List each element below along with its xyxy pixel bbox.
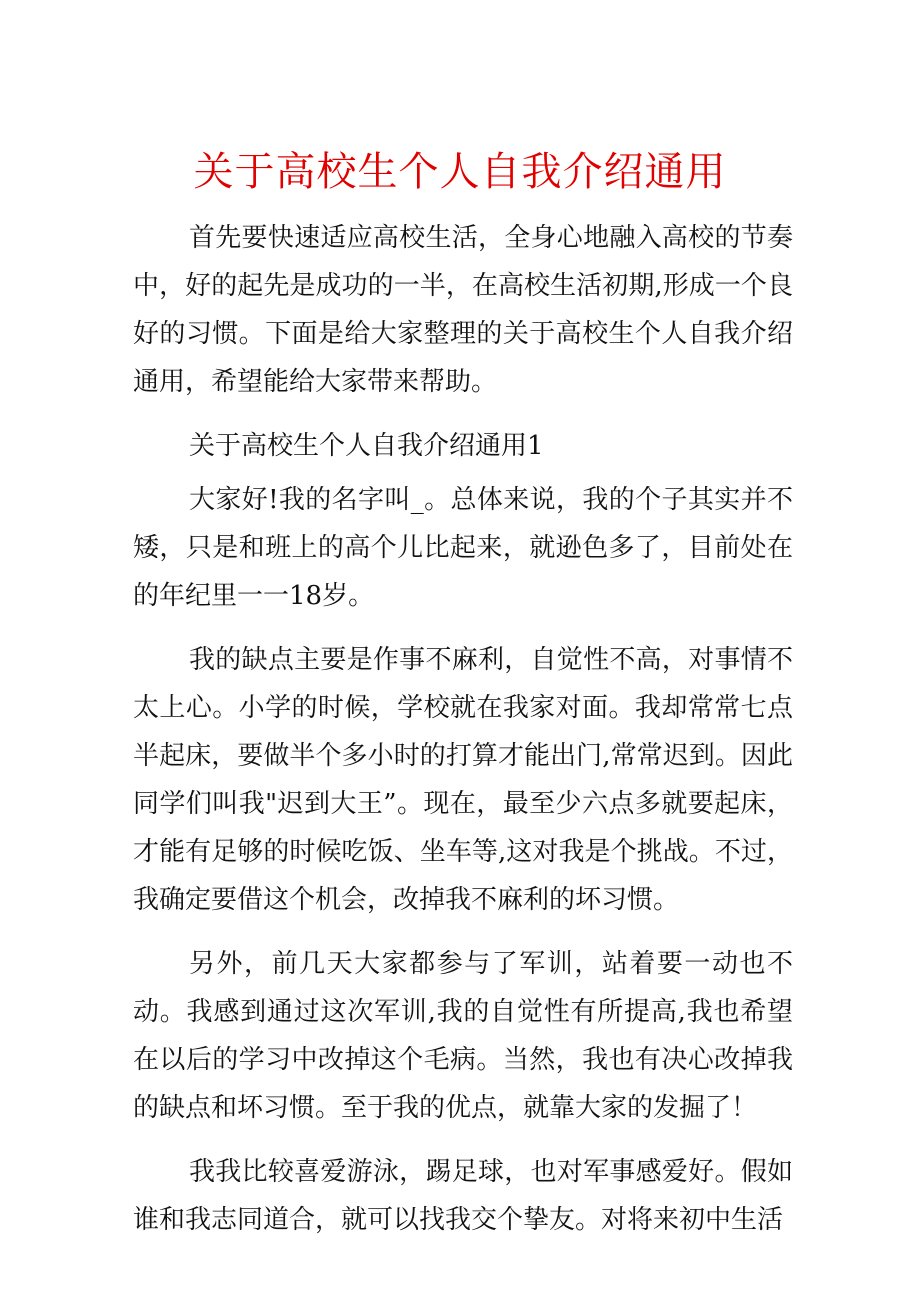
body-paragraph-2: 我的缺点主要是作事不麻利，自觉性不高，对事情不太上心。小学的时候，学校就在我家对面。我却常常七点半起床，要做半个多小时的打算才能出门,常常迟到。因此同学们叫我"迟到大王”。现在，最至少六点多就要起床，才能有足够的时候吃饭、坐车等,这对我是个挑战。不过，我确定要借这个机会，改掉我不麻利的坏习惯。 bbox=[133, 645, 793, 915]
body-paragraph-1: 大家好!我的名字叫_。总体来说，我的个子其实并不矮，只是和班上的高个儿比起来，就逊色多了，目前处在的年纪里一一18岁。 bbox=[133, 485, 793, 611]
document-body bbox=[133, 214, 793, 1260]
body-paragraph-3: 另外，前几天大家都参与了军训，站着要一动也不动。我感到通过这次军训,我的自觉性有所提高,我也希望在以后的学习中改掉这个毛病。当然，我也有决心改掉我的缺点和坏习惯。至于我的优点，就靠大家的发掘了！ bbox=[133, 949, 793, 1123]
body-paragraph-4: 我我比较喜爱游泳，踢足球，也对军事感爱好。假如谁和我志同道合，就可以找我交个挚友。对将来初中生活 bbox=[133, 1157, 793, 1235]
intro-paragraph: 首先要快速适应高校生活，全身心地融入高校的节奏中，好的起先是成功的一半，在高校生活初期,形成一个良好的习惯。下面是给大家整理的关于高校生个人自我介绍通用，希望能给大家带来帮助。 bbox=[133, 223, 793, 397]
section-heading: 关于高校生个人自我介绍通用1 bbox=[189, 431, 544, 461]
document-title: 关于高校生个人自我介绍通用 bbox=[193, 149, 727, 195]
